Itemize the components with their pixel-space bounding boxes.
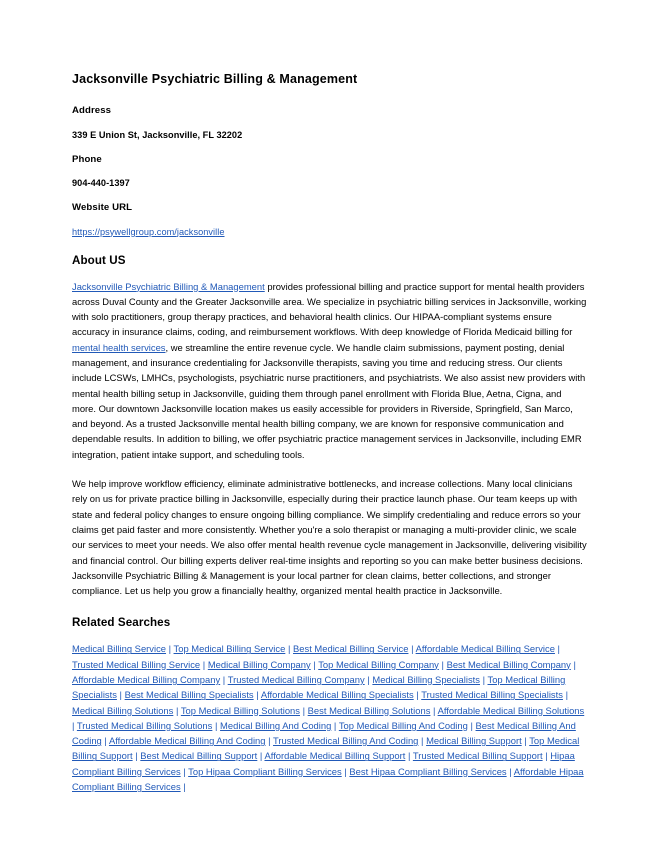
related-search-link[interactable]: Affordable Medical Billing Specialists — [260, 689, 414, 701]
mental-health-services-link[interactable]: mental health services — [72, 341, 166, 353]
related-search-link[interactable]: Best Hipaa Compliant Billing Services — [349, 765, 507, 777]
related-search-separator: | — [116, 689, 125, 701]
related-search-link[interactable]: Medical Billing Solutions — [72, 704, 174, 716]
related-search-separator: | — [405, 750, 413, 762]
about-paragraph-1 — [72, 279, 588, 463]
phone-value: 904-440-1397 — [72, 178, 130, 189]
related-searches-list — [72, 641, 588, 794]
related-search-link[interactable]: Top Medical Billing Service — [173, 643, 286, 655]
related-search-link[interactable]: Trusted Medical Billing Support — [412, 750, 543, 762]
related-search-link[interactable]: Affordable Medical Billing Solutions — [437, 704, 585, 716]
related-searches-section — [72, 641, 588, 794]
related-search-link[interactable]: Top Medical Billing Support — [72, 735, 580, 762]
related-search-link[interactable]: Trusted Medical Billing Solutions — [76, 719, 213, 731]
related-search-link[interactable]: Best Medical Billing And Coding — [72, 719, 576, 747]
related-search-link[interactable]: Affordable Medical Billing And Coding — [108, 735, 266, 747]
related-search-separator: | — [220, 673, 228, 685]
website-url-value — [72, 227, 588, 238]
related-search-separator: | — [506, 765, 514, 777]
phone-label: Phone — [72, 153, 102, 165]
related-search-link[interactable]: Best Medical Billing Solutions — [307, 704, 431, 716]
related-search-link[interactable]: Trusted Medical Billing And Coding — [273, 735, 419, 747]
related-search-separator: | — [331, 719, 339, 731]
related-search-separator: | — [341, 765, 350, 777]
related-search-link[interactable]: Best Medical Billing Service — [293, 643, 409, 655]
related-search-link[interactable]: Affordable Medical Billing Support — [264, 750, 406, 762]
related-search-separator: | — [570, 658, 576, 670]
related-search-link[interactable]: Best Medical Billing Company — [446, 658, 571, 670]
website-url-link[interactable]: https://psywellgroup.com/jacksonville — [72, 226, 225, 237]
related-search-separator: | — [253, 689, 261, 701]
related-search-link[interactable]: Top Medical Billing And Coding — [338, 719, 468, 731]
about-us-heading: About US — [72, 253, 126, 267]
related-search-separator: | — [418, 735, 427, 747]
related-search-link[interactable]: Top Medical Billing Specialists — [72, 673, 566, 701]
related-search-link[interactable]: Affordable Medical Billing Company — [72, 673, 221, 685]
related-search-link[interactable]: Best Medical Billing Support — [140, 750, 258, 762]
about-paragraph-1-text-b: , we streamline the entire revenue cycle. We handle claim submissions, payment posting, denial management, and insurance credentialing for Jacksonville therapists, saving you time and reducing stress. Our clients include LCSWs, LMHCs, psychologists, psychiatric nurse practitioners, and psychiatrists. We also assist new providers with mental health billing setup in Jacksonville, guiding them through panel enrollment with Florida Blue, Aetna, Cigna, and more. Our downtown Jacksonville location makes us easily accessible for providers in Riverside, Springfield, San Marco, and beyond. As a trusted Jacksonville mental health billing company, we are known for responsive communication and dependable results. In addition to billing, we offer psychiatric practice management services in Jacksonville, including EMR integration, patient intake support, and scheduling tools. — [72, 341, 586, 460]
related-search-separator: | — [554, 643, 560, 655]
website-url-label: Website URL — [72, 202, 133, 214]
related-search-link[interactable]: Medical Billing Service — [72, 643, 167, 655]
about-paragraph-2: We help improve workflow efficiency, eliminate administrative bottlenecks, and increase collections. Many local clinicians rely on us for private practice billing in Jacksonville, especially during their practice launch phase. Our team keeps up with state and federal policy changes to ensure ongoing billing compliance. We simplify credentialing and reduce errors so your claims get paid faster and more consistently. Whether you're a solo therapist or managing a multi-provider clinic, we scale our services to meet your needs. We also offer mental health revenue cycle management in Jacksonville, delivering visibility and financial control. Our billing experts deliver real-time insights and reporting so you can make better business decisions. Jacksonville Psychiatric Billing & Management is your local partner for clean claims, better collections, and stronger compliance. Let us help you grow a financially healthy, organized mental health practice in Jacksonville. — [72, 478, 587, 597]
related-search-separator: | — [299, 704, 308, 716]
related-search-link[interactable]: Top Medical Billing Company — [318, 658, 439, 670]
related-search-separator: | — [132, 750, 141, 762]
related-search-link[interactable]: Medical Billing Support — [426, 735, 522, 747]
company-name-link[interactable]: Jacksonville Psychiatric Billing & Management — [72, 280, 265, 292]
related-search-link[interactable]: Medical Billing And Coding — [220, 719, 332, 731]
related-search-link[interactable]: Affordable Medical Billing Service — [415, 643, 555, 655]
related-search-link[interactable]: Best Medical Billing Specialists — [124, 689, 254, 701]
related-search-separator: | — [285, 643, 294, 655]
related-searches-heading: Related Searches — [72, 616, 171, 630]
related-search-link[interactable]: Top Medical Billing Solutions — [180, 704, 300, 716]
page-title: Jacksonville Psychiatric Billing & Management — [72, 72, 358, 86]
address-value: 339 E Union St, Jacksonville, FL 32202 — [72, 129, 243, 140]
related-search-link[interactable]: Trusted Medical Billing Service — [72, 658, 201, 670]
related-search-separator: | — [180, 765, 189, 777]
related-search-separator: | — [310, 658, 319, 670]
about-paragraph-1-text-a: provides professional billing and practice support for mental health providers across Duval County and the Greater Jacksonville area. We specialize in psychiatric billing services in Jacksonville, working with solo practitioners, group therapy practices, and behavioral health clinics. Our HIPAA-compliant systems ensure accuracy in insurance claims, coding, and reimbursement workflows. With deep knowledge of Florida Medicaid billing for — [72, 280, 587, 338]
related-search-separator: | — [438, 658, 447, 670]
related-search-separator: | — [101, 735, 109, 747]
related-search-separator: | — [265, 735, 274, 747]
related-search-separator: | — [173, 704, 181, 716]
related-search-separator: | — [180, 781, 186, 793]
related-search-link[interactable]: Medical Billing Company — [207, 658, 311, 670]
related-search-link[interactable]: Affordable Hipaa Compliant Billing Services — [72, 765, 584, 793]
related-search-link[interactable]: Hipaa Compliant Billing Services — [72, 750, 575, 777]
related-search-separator: | — [166, 643, 174, 655]
related-search-separator: | — [413, 689, 422, 701]
related-search-separator: | — [467, 719, 476, 731]
related-search-separator: | — [479, 673, 488, 685]
related-search-link[interactable]: Top Hipaa Compliant Billing Services — [188, 765, 342, 777]
related-search-separator: | — [430, 704, 438, 716]
related-search-separator: | — [542, 750, 551, 762]
related-search-separator: | — [257, 750, 265, 762]
related-search-separator: | — [364, 673, 373, 685]
related-search-link[interactable]: Trusted Medical Billing Company — [227, 673, 365, 685]
related-search-link[interactable]: Medical Billing Specialists — [372, 673, 480, 685]
related-search-separator: | — [212, 719, 221, 731]
related-search-separator: | — [200, 658, 208, 670]
related-search-separator: | — [408, 643, 416, 655]
related-search-separator: | — [72, 719, 77, 731]
related-search-separator: | — [562, 689, 569, 701]
related-search-link[interactable]: Trusted Medical Billing Specialists — [421, 689, 563, 701]
related-search-separator: | — [521, 735, 530, 747]
address-label: Address — [72, 105, 112, 116]
